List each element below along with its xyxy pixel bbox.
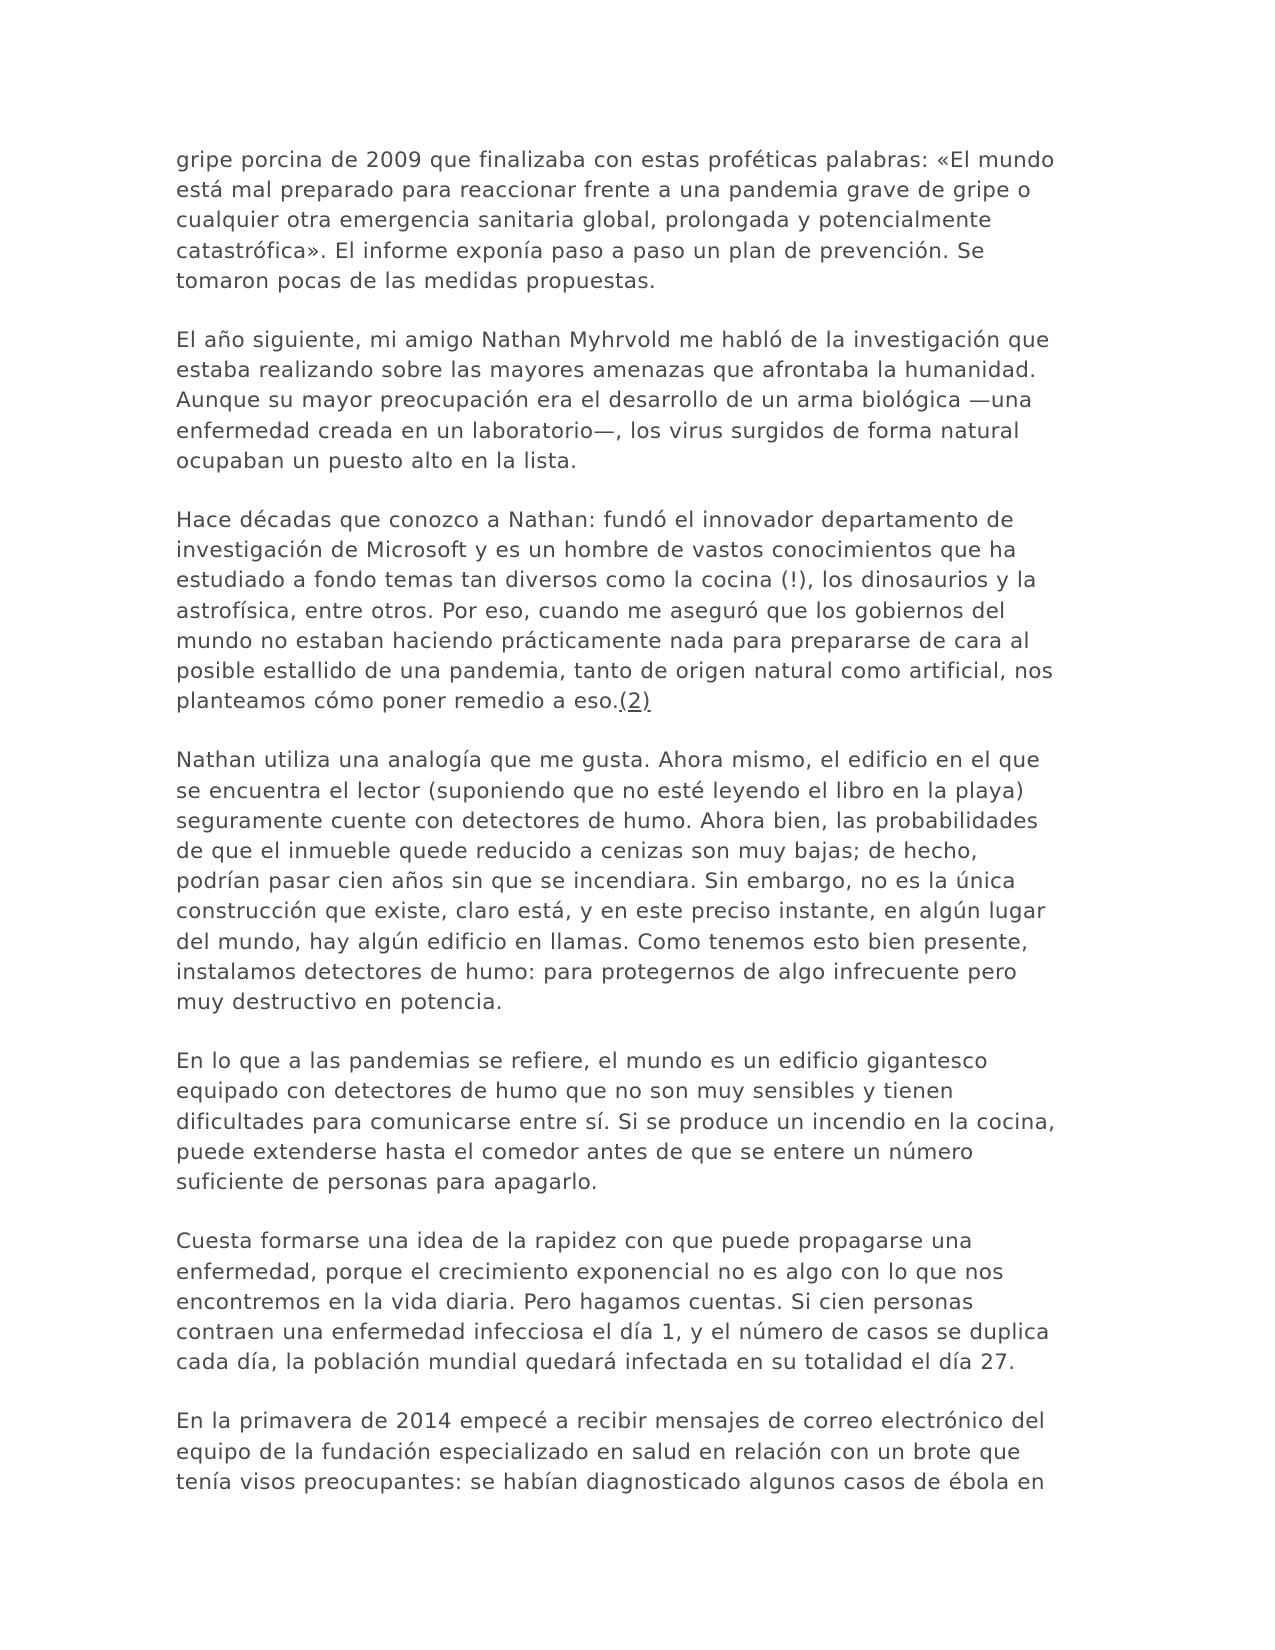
paragraph-2: [176, 326, 1106, 477]
text-line: posible estallido de una pandemia, tanto de origen natural como artificial, nos: [176, 659, 1054, 685]
text-line: encontremos en la vida diaria. Pero hagamos cuentas. Si cien personas: [176, 1289, 974, 1315]
text-line: equipado con detectores de humo que no son muy sensibles y tienen: [176, 1079, 954, 1105]
text-line: cualquier otra emergencia sanitaria global, prolongada y potencialmente: [176, 208, 992, 234]
text-line: ocupaban un puesto alto en la lista.: [176, 448, 578, 474]
document-page: [176, 146, 1106, 1527]
text-line: En lo que a las pandemias se refiere, el mundo es un edificio gigantesco: [176, 1049, 988, 1075]
paragraph-5: [176, 1047, 1106, 1198]
text-line: catastrófica». El informe exponía paso a paso un plan de prevención. Se: [176, 238, 985, 264]
text-line: tomaron pocas de las medidas propuestas.: [176, 268, 657, 294]
footnote-link[interactable]: (2): [619, 689, 651, 715]
text-line: se encuentra el lector (suponiendo que no esté leyendo el libro en la playa): [176, 778, 1025, 804]
text-line: Hace décadas que conozco a Nathan: fundó el innovador departamento de: [176, 508, 1014, 534]
text-line: del mundo, hay algún edificio en llamas. Como tenemos esto bien presente,: [176, 929, 1029, 955]
text-line: de que el inmueble quede reducido a cenizas son muy bajas; de hecho,: [176, 839, 978, 865]
text-line: tenía visos preocupantes: se habían diagnosticado algunos casos de ébola en: [176, 1469, 1045, 1495]
text-line: En la primavera de 2014 empecé a recibir mensajes de correo electrónico del: [176, 1409, 1046, 1435]
text-line: mundo no estaban haciendo prácticamente nada para prepararse de cara al: [176, 628, 1030, 654]
paragraph-4: [176, 746, 1106, 1018]
text-line: está mal preparado para reaccionar frente a una pandemia grave de gripe o: [176, 178, 1032, 204]
text-line: equipo de la fundación especializado en salud en relación con un brote que: [176, 1439, 1021, 1465]
text-line: Cuesta formarse una idea de la rapidez con que puede propagarse una: [176, 1229, 973, 1255]
text-line-with-footnote: [176, 687, 1106, 717]
paragraph-6: [176, 1227, 1106, 1378]
text-line: gripe porcina de 2009 que finalizaba con estas proféticas palabras: «El mundo: [176, 148, 1055, 173]
text-line: investigación de Microsoft y es un hombre de vastos conocimientos que ha: [176, 538, 1017, 564]
text-line: Nathan utiliza una analogía que me gusta. Ahora mismo, el edificio en el que: [176, 748, 1041, 774]
text-line: construcción que existe, claro está, y en este preciso instante, en algún lugar: [176, 899, 1046, 925]
text-line: enfermedad, porque el crecimiento exponencial no es algo con lo que nos: [176, 1259, 1004, 1285]
paragraph-1: [176, 146, 1106, 297]
text-line: estudiado a fondo temas tan diversos como la cocina (!), los dinosaurios y la: [176, 568, 1037, 594]
text-line: contraen una enfermedad infecciosa el día 1, y el número de casos se duplica: [176, 1319, 1050, 1345]
text-line: suficiente de personas para apagarlo.: [176, 1170, 598, 1196]
text-line: dificultades para comunicarse entre sí. Si se produce un incendio en la cocina,: [176, 1109, 1056, 1135]
paragraph-7: [176, 1407, 1106, 1498]
text-line: puede extenderse hasta el comedor antes de que se entere un número: [176, 1139, 974, 1165]
text-line: enfermedad creada en un laboratorio—, los virus surgidos de forma natural: [176, 418, 1020, 444]
text-line: muy destructivo en potencia.: [176, 990, 503, 1016]
text-line: Aunque su mayor preocupación era el desarrollo de un arma biológica —una: [176, 388, 1033, 414]
text-line: estaba realizando sobre las mayores amenazas que afrontaba la humanidad.: [176, 358, 1037, 384]
text-line: seguramente cuente con detectores de humo. Ahora bien, las probabilidades: [176, 808, 1039, 834]
paragraph-3: [176, 506, 1106, 717]
text-line: podrían pasar cien años sin que se incendiara. Sin embargo, no es la única: [176, 869, 1016, 895]
text-line-content: planteamos cómo poner remedio a eso.: [176, 689, 620, 715]
text-line: El año siguiente, mi amigo Nathan Myhrvold me habló de la investigación que: [176, 328, 1050, 354]
text-line: astrofísica, entre otros. Por eso, cuando me aseguró que los gobiernos del: [176, 598, 1006, 624]
text-line: instalamos detectores de humo: para protegernos de algo infrecuente pero: [176, 959, 1018, 985]
text-line: cada día, la población mundial quedará infectada en su totalidad el día 27.: [176, 1350, 1016, 1376]
